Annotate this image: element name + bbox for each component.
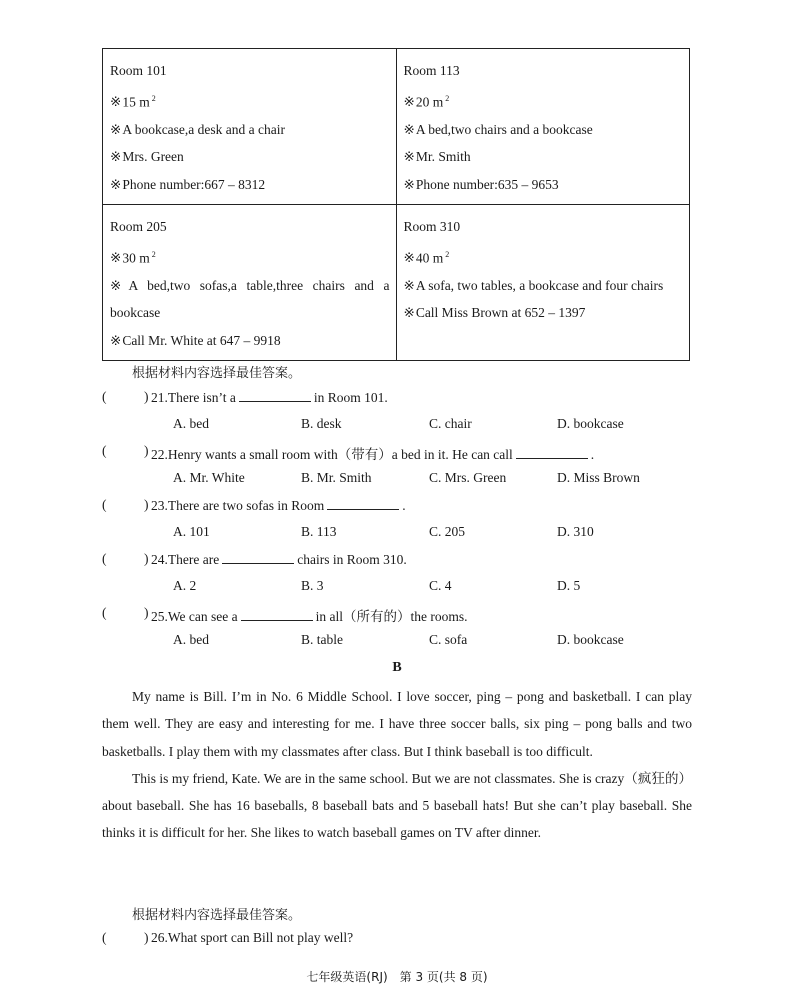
question-21: ( ) 21.There isn’t a in Room 101. xyxy=(102,389,388,405)
options-24 xyxy=(173,578,673,598)
room-contact: ※Mr. Smith xyxy=(403,149,471,164)
room-furniture: ※A sofa, two tables, a bookcase and four chairs xyxy=(403,277,664,293)
answer-blank[interactable] xyxy=(222,551,294,564)
option-d[interactable]: D. bookcase xyxy=(557,416,624,431)
question-24: ( ) 24.There are chairs in Room 310. xyxy=(102,551,407,567)
room-phone: ※Phone number:667 – 8312 xyxy=(110,176,266,192)
room-contact: ※Mrs. Green xyxy=(110,149,184,164)
section-heading-b: B xyxy=(392,660,402,675)
room-contact: ※Call Miss Brown at 652 – 1397 xyxy=(403,305,586,320)
room-cell-310 xyxy=(396,205,690,361)
instruction-a: 根据材料内容选择最佳答案。 xyxy=(132,366,302,381)
option-c[interactable]: C. chair xyxy=(429,416,472,431)
room-furniture: ※A bed,two sofas,a table,three chairs and a bookcase xyxy=(110,277,390,320)
room-area: ※40 m $^2$ xyxy=(403,249,450,265)
answer-blank[interactable] xyxy=(516,446,588,459)
reading-passage xyxy=(102,683,692,847)
option-a[interactable]: A. bed xyxy=(173,632,209,647)
option-b[interactable]: B. table xyxy=(301,632,343,647)
option-a[interactable]: A. 2 xyxy=(173,578,197,593)
room-area: ※20 m $^2$ xyxy=(403,93,450,109)
room-cell-113 xyxy=(396,49,690,205)
option-c[interactable]: C. Mrs. Green xyxy=(429,470,507,485)
option-a[interactable]: A. Mr. White xyxy=(173,470,245,485)
question-22: ( ) 22.Henry wants a small room with（带有）a bed in it. He can call . xyxy=(102,443,595,462)
option-b[interactable]: B. 3 xyxy=(301,578,324,593)
option-b[interactable]: B. 113 xyxy=(301,524,337,539)
page-footer: 七年级英语(RJ) 第 3 页(共 8 页) xyxy=(306,970,488,984)
room-cell-205 xyxy=(103,205,397,361)
options-21 xyxy=(173,416,673,436)
room-contact: ※Call Mr. White at 647 – 9918 xyxy=(110,332,281,348)
answer-blank[interactable] xyxy=(241,608,313,621)
room-name: Room 205 xyxy=(110,219,167,234)
room-furniture: ※A bed,two chairs and a bookcase xyxy=(403,121,593,137)
answer-blank[interactable] xyxy=(239,389,311,402)
options-23 xyxy=(173,524,673,544)
options-25 xyxy=(173,632,673,652)
answer-blank[interactable] xyxy=(327,497,399,510)
room-name: Room 310 xyxy=(403,219,461,234)
room-area: ※15 m $^2$ xyxy=(110,93,156,109)
room-furniture: ※A bookcase,a desk and a chair xyxy=(110,121,285,137)
passage-paragraph-1: My name is Bill. I’m in No. 6 Middle School. I love soccer, ping – pong and basketball. I can play them well. They are easy and interesting for me. I have three soccer balls, six ping – pong balls and two basketballs. I play them with my classmates after class. But I think baseball is too difficult. xyxy=(102,689,692,759)
question-26: ( ) 26.What sport can Bill not play well? xyxy=(102,930,354,945)
option-d[interactable]: D. 310 xyxy=(557,524,594,539)
room-area: ※30 m $^2$ xyxy=(110,249,156,265)
option-d[interactable]: D. 5 xyxy=(557,578,581,593)
instruction-b: 根据材料内容选择最佳答案。 xyxy=(132,908,302,923)
room-table xyxy=(102,48,690,361)
option-c[interactable]: C. sofa xyxy=(429,632,468,647)
option-d[interactable]: D. Miss Brown xyxy=(557,470,640,485)
question-25: ( ) 25.We can see a in all（所有的）the rooms. xyxy=(102,605,468,624)
room-name: Room 113 xyxy=(403,63,460,78)
room-name: Room 101 xyxy=(110,63,167,78)
option-a[interactable]: A. 101 xyxy=(173,524,210,539)
room-phone: ※Phone number:635 – 9653 xyxy=(403,176,559,192)
room-cell-101 xyxy=(103,49,397,205)
options-22 xyxy=(173,470,673,490)
passage-paragraph-2: This is my friend, Kate. We are in the same school. But we are not classmates. She is crazy（疯狂的）about baseball. She has 16 baseballs, 8 baseball bats and 5 baseball hats! But she can’t play baseball. She thinks it is difficult for her. She likes to watch baseball games on TV after dinner. xyxy=(102,770,692,841)
question-23: ( ) 23.There are two sofas in Room . xyxy=(102,497,406,513)
option-c[interactable]: C. 4 xyxy=(429,578,452,593)
option-d[interactable]: D. bookcase xyxy=(557,632,624,647)
option-b[interactable]: B. Mr. Smith xyxy=(301,470,372,485)
option-b[interactable]: B. desk xyxy=(301,416,342,431)
option-a[interactable]: A. bed xyxy=(173,416,209,431)
option-c[interactable]: C. 205 xyxy=(429,524,466,539)
